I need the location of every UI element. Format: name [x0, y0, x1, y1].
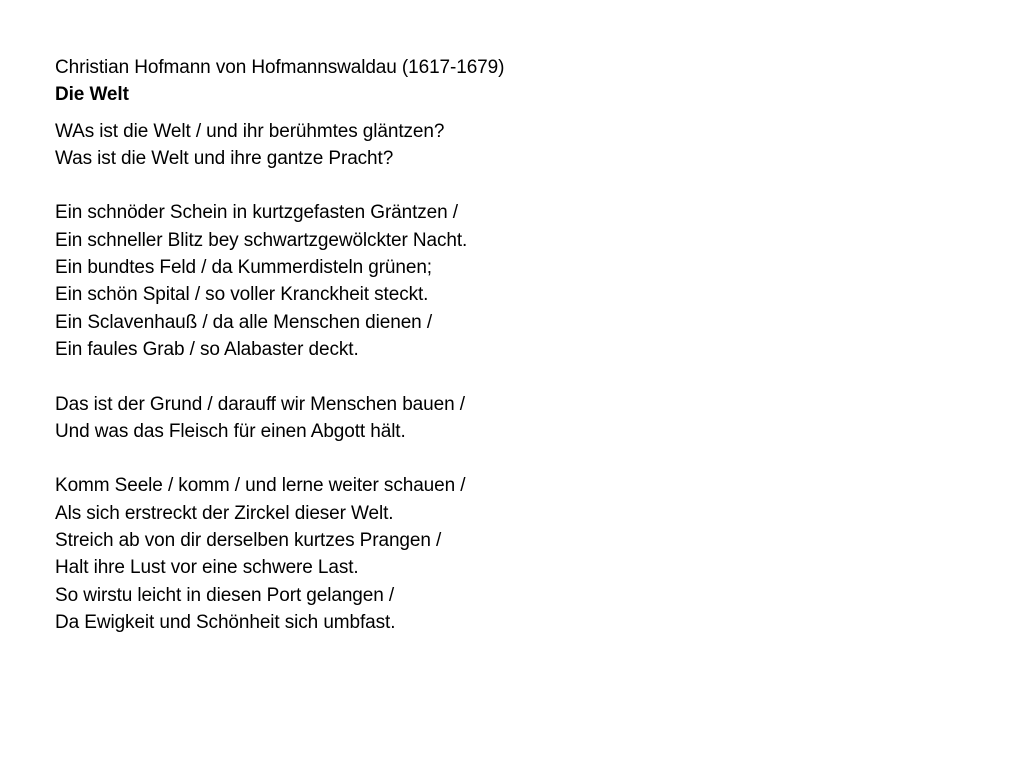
verse-line: Ein schnöder Schein in kurtzgefasten Gräntzen / — [55, 202, 458, 224]
stanza-1 — [55, 118, 975, 173]
verse-line: Ein schön Spital / so voller Kranckheit steckt. — [55, 284, 429, 306]
stanza-2 — [55, 199, 975, 363]
verse-line: Streich ab von dir derselben kurtzes Prangen / — [55, 530, 442, 552]
verse-line: So wirstu leicht in diesen Port gelangen / — [55, 584, 395, 606]
verse-line: WAs ist die Welt / und ihr berühmtes gläntzen? — [55, 120, 445, 142]
poem-title: Die Welt — [55, 84, 129, 106]
verse-line: Das ist der Grund / darauff wir Menschen bauen / — [55, 393, 465, 415]
author-line: Christian Hofmann von Hofmannswaldau (1617-1679) — [55, 57, 505, 78]
poem-header — [55, 54, 975, 109]
verse-line: Komm Seele / komm / und lerne weiter schauen / — [55, 475, 466, 497]
verse-line: Da Ewigkeit und Schönheit sich umbfast. — [55, 611, 396, 633]
verse-line: Als sich erstreckt der Zirckel dieser Welt. — [55, 502, 394, 524]
verse-line: Ein Sclavenhauß / da alle Menschen dienen / — [55, 311, 432, 333]
stanza-4 — [55, 472, 975, 636]
verse-line: Ein bundtes Feld / da Kummerdisteln grünen; — [55, 257, 432, 279]
verse-line: Ein schneller Blitz bey schwartzgewölckter Nacht. — [55, 229, 468, 251]
stanza-3 — [55, 391, 975, 446]
verse-line: Halt ihre Lust vor eine schwere Last. — [55, 557, 359, 579]
verse-line: Und was das Fleisch für einen Abgott hält. — [55, 420, 406, 442]
verse-line: Ein faules Grab / so Alabaster deckt. — [55, 338, 359, 360]
verse-line: Was ist die Welt und ihre gantze Pracht? — [55, 147, 394, 169]
poem-container — [55, 54, 975, 636]
